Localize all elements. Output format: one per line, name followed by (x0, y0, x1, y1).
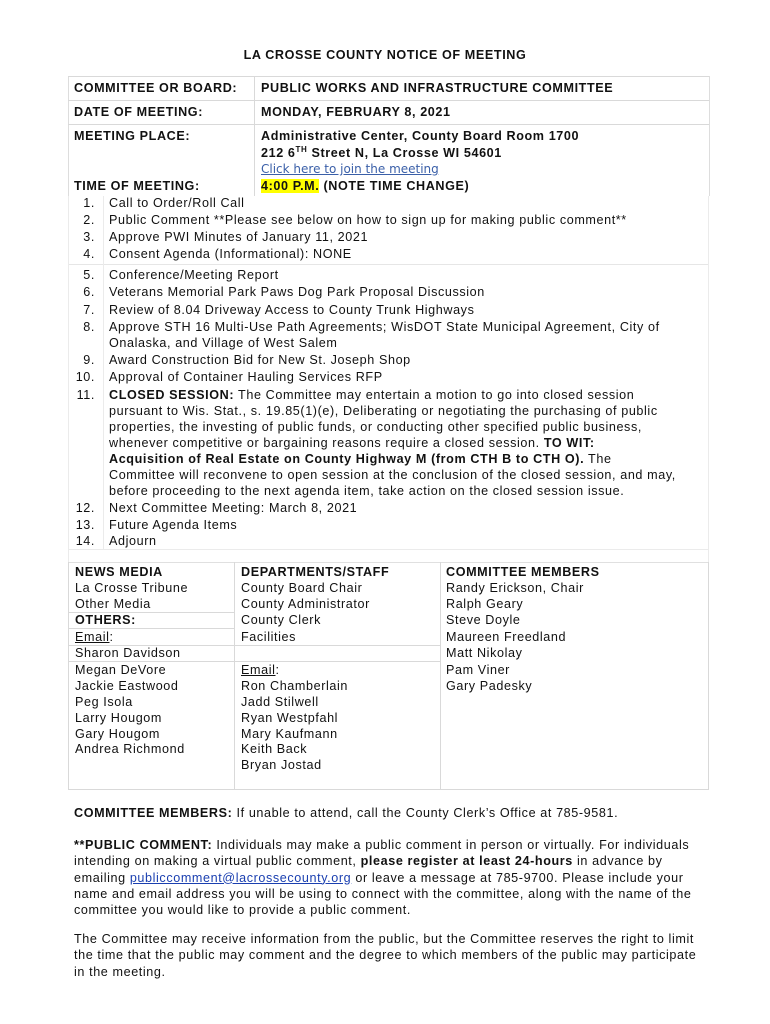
agenda-number: 4. (83, 247, 95, 261)
members-attendance-note (74, 806, 618, 820)
agenda-item-11-cont: properties, the investing of public funds, or conducting other specified public business, (109, 420, 642, 434)
staff-person: Ron Chamberlain (241, 679, 349, 693)
agenda-item-11-cont (109, 452, 612, 466)
staff-email-label (241, 663, 280, 677)
email-colon: : (275, 663, 280, 677)
department-item: County Administrator (241, 597, 370, 611)
acquisition-title: Acquisition of Real Estate on County Highway M (from CTH B to CTH O). (109, 452, 585, 466)
committee-members-header: COMMITTEE MEMBERS (446, 565, 600, 579)
public-comment-text: or leave a message at 785-9700. Please include your name and email address you will be using to connect with the committee, along with the name of the committee you would like to provide a public comment. (74, 870, 692, 918)
divider (68, 549, 709, 550)
agenda-number: 6. (83, 285, 95, 299)
others-person: Jackie Eastwood (75, 679, 179, 693)
staff-person: Jadd Stilwell (241, 695, 319, 709)
others-person: Andrea Richmond (75, 742, 185, 756)
agenda-item-3: Approve PWI Minutes of January 11, 2021 (109, 230, 369, 244)
closed-session-text: The (584, 452, 612, 466)
place-label: MEETING PLACE: (74, 129, 191, 143)
news-item: La Crosse Tribune (75, 581, 189, 595)
committee-member: Ralph Geary (446, 597, 524, 611)
divider (440, 562, 441, 789)
join-meeting-link[interactable]: Click here to join the meeting (261, 162, 439, 176)
agenda-number: 13. (75, 518, 95, 532)
divider (234, 645, 440, 646)
agenda-item-11 (109, 388, 634, 402)
time-label: TIME OF MEETING: (74, 179, 200, 193)
public-comment-text: Individuals may make a public comment in person or virtually. For individuals intending on making a virtual public comment, (74, 838, 690, 869)
department-item: County Clerk (241, 613, 321, 627)
committee-member: Pam Viner (446, 663, 510, 677)
committee-member: Randy Erickson, Chair (446, 581, 584, 595)
department-item: County Board Chair (241, 581, 363, 595)
committee-member: Steve Doyle (446, 613, 521, 627)
divider (68, 628, 234, 629)
news-media-header: NEWS MEDIA (75, 565, 163, 579)
divider (68, 264, 709, 265)
divider (254, 76, 255, 196)
divider (68, 661, 234, 662)
public-comment-email-link[interactable]: publiccomment@lacrossecounty.org (129, 870, 352, 885)
closed-session-text: The Committee may entertain a motion to go into closed session (234, 388, 635, 402)
public-comment-note (74, 837, 704, 918)
committee-value: PUBLIC WORKS AND INFRASTRUCTURE COMMITTEE (261, 81, 614, 95)
departments-header: DEPARTMENTS/STAFF (241, 565, 390, 579)
place-line-2 (261, 145, 502, 160)
public-comment-label: **PUBLIC COMMENT: (74, 838, 213, 852)
committee-label: COMMITTEE OR BOARD: (74, 81, 238, 95)
agenda-item-6: Veterans Memorial Park Paws Dog Park Proposal Discussion (109, 285, 485, 299)
street-address: Street N, La Crosse WI 54601 (307, 146, 502, 161)
others-email-label (75, 630, 114, 644)
agenda-item-2: Public Comment **Please see below on how to sign up for making public comment** (109, 213, 627, 227)
email-label: Email (241, 663, 276, 677)
email-colon: : (109, 630, 114, 644)
members-note-label: COMMITTEE MEMBERS: (74, 806, 233, 820)
public-comment-text: in advance by emailing (74, 854, 663, 885)
agenda-number: 11. (76, 388, 95, 402)
agenda-number: 3. (83, 230, 95, 244)
notice-title: LA CROSSE COUNTY NOTICE OF MEETING (243, 48, 527, 62)
agenda-item-1: Call to Order/Roll Call (109, 196, 245, 210)
divider (68, 789, 709, 790)
agenda-item-8-cont: Onalaska, and Village of West Salem (109, 336, 338, 350)
committee-member: Matt Nikolay (446, 646, 523, 660)
divider (234, 661, 440, 662)
divider (234, 562, 235, 789)
ordinal-suffix: TH (295, 145, 308, 154)
divider (68, 196, 69, 562)
divider (68, 562, 709, 563)
news-item: Other Media (75, 597, 151, 611)
agenda-item-11-cont: pursuant to Wis. Stat., s. 19.85(1)(e), Deliberating or negotiating the purchasing of public (109, 404, 658, 418)
agenda-item-10: Approval of Container Hauling Services RFP (109, 370, 383, 384)
agenda-item-7: Review of 8.04 Driveway Access to County Trunk Highways (109, 303, 475, 317)
divider (103, 196, 104, 550)
date-value: MONDAY, FEBRUARY 8, 2021 (261, 105, 451, 119)
closed-session-label: CLOSED SESSION: (109, 388, 235, 402)
others-person: Larry Hougom (75, 711, 162, 725)
committee-member: Gary Padesky (446, 679, 533, 693)
others-person: Peg Isola (75, 695, 133, 709)
agenda-item-13: Future Agenda Items (109, 518, 238, 532)
committee-member: Maureen Freedland (446, 630, 567, 644)
agenda-number: 10. (75, 370, 95, 384)
agenda-item-14: Adjourn (109, 534, 157, 548)
agenda-item-11-cont: Committee will reconvene to open session at the conclusion of the closed session, and may, (109, 468, 676, 482)
time-value (261, 179, 469, 193)
divider (708, 196, 709, 562)
others-person: Megan DeVore (75, 663, 167, 677)
time-note: (NOTE TIME CHANGE) (319, 179, 470, 193)
divider (68, 100, 709, 101)
others-person: Sharon Davidson (75, 646, 181, 660)
agenda-number: 9. (83, 353, 95, 367)
register-notice: please register at least 24-hours (360, 854, 573, 869)
staff-person: Ryan Westpfahl (241, 711, 339, 725)
department-item: Facilities (241, 630, 296, 644)
divider (68, 562, 69, 789)
agenda-number: 2. (83, 213, 95, 227)
agenda-item-4: Consent Agenda (Informational): NONE (109, 247, 352, 261)
members-note-text: If unable to attend, call the County Clerk’s Office at 785-9581. (232, 806, 619, 820)
others-person: Gary Hougom (75, 727, 160, 741)
agenda-item-11-cont: before proceeding to the next agenda item, take action on the closed session issue. (109, 484, 625, 498)
staff-person: Mary Kaufmann (241, 727, 338, 741)
agenda-item-9: Award Construction Bid for New St. Joseph Shop (109, 353, 411, 367)
divider (68, 76, 709, 77)
agenda-number: 5. (83, 268, 95, 282)
agenda-number: 7. (83, 303, 95, 317)
agenda-item-8: Approve STH 16 Multi-Use Path Agreements; WisDOT State Municipal Agreement, City of (109, 320, 660, 334)
agenda-number: 14. (75, 534, 95, 548)
agenda-number: 12. (75, 501, 95, 515)
public-information-note: The Committee may receive information from the public, but the Committee reserves the right to limit the time that the public may comment and the degree to which members of the public may participate in the meeting. (74, 932, 697, 979)
time-highlight: 4:00 P.M. (261, 179, 320, 193)
closed-session-text: whenever competitive or bargaining reasons require a closed session. (109, 436, 544, 450)
agenda-item-12: Next Committee Meeting: March 8, 2021 (109, 501, 358, 515)
email-label: Email (75, 630, 110, 644)
agenda-number: 1. (83, 196, 95, 210)
agenda-item-11-cont (109, 436, 595, 450)
divider (68, 124, 709, 125)
street-number: 212 6 (261, 146, 296, 161)
staff-person: Bryan Jostad (241, 758, 322, 772)
agenda-number: 8. (83, 320, 95, 334)
place-line-1: Administrative Center, County Board Room 1700 (261, 129, 580, 143)
to-wit-label: TO WIT: (543, 436, 595, 450)
agenda-item-5: Conference/Meeting Report (109, 268, 279, 282)
others-header: OTHERS: (75, 613, 136, 627)
date-label: DATE OF MEETING: (74, 105, 204, 119)
divider (708, 562, 709, 789)
staff-person: Keith Back (241, 742, 308, 756)
